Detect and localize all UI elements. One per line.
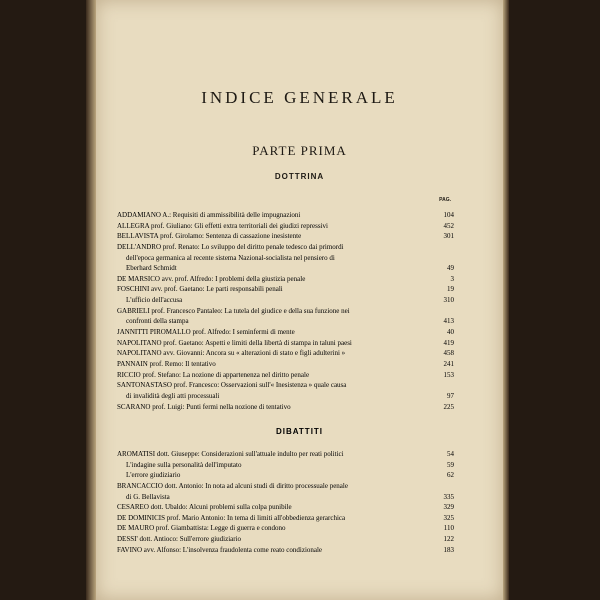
toc-entry <box>117 316 454 327</box>
section-heading-dottrina: DOTTRINA <box>274 172 325 181</box>
toc-entry <box>117 210 454 221</box>
toc-entry-text: di G. Bellavista <box>126 492 170 501</box>
toc-entry <box>117 359 454 370</box>
toc-entry-page: 54 <box>447 450 454 458</box>
toc-entry <box>117 402 454 413</box>
toc-entry <box>117 284 454 295</box>
toc-entry <box>117 502 454 513</box>
toc-entry-page: 40 <box>447 328 454 337</box>
toc-entry-text: SCARANO prof. Luigi: Punti fermi nella nozione di tentativo <box>117 402 291 411</box>
toc-entry-text: ALLEGRA prof. Giuliano: Gli effetti extra territoriali dei giudizi repressivi <box>117 221 328 230</box>
toc-dibattiti <box>117 449 454 555</box>
toc-entry-text: NAPOLITANO prof. Gaetano: Aspetti e limiti della libertà di stampa in taluni paesi <box>117 338 352 347</box>
toc-entry-text: ADDAMIANO A.: Requisiti di ammissibilità delle impugnazioni <box>117 211 301 219</box>
toc-entry-text: AROMATISI dott. Giuseppe: Considerazioni sull'attuale indulto per reati politici <box>117 450 344 458</box>
toc-entry <box>117 523 454 534</box>
toc-entry <box>117 263 454 274</box>
toc-entry-text: DELL'ANDRO prof. Renato: Lo sviluppo del diritto penale tedesco dai primordi <box>117 242 344 251</box>
toc-entry <box>117 327 454 338</box>
toc-entry-text: DE MAURO prof. Giambattista: Legge di guerra e condono <box>117 524 286 533</box>
toc-entry-page: 97 <box>447 391 454 400</box>
toc-entry-page: 452 <box>443 221 454 230</box>
toc-entry-page: 301 <box>443 232 454 241</box>
toc-entry <box>117 242 454 253</box>
toc-entry-text: L'errore giudiziario <box>126 471 181 480</box>
toc-entry-page: 183 <box>443 545 454 554</box>
toc-entry-text: DE MARSICO avv. prof. Alfredo: I problemi della giustizia penale <box>117 274 306 283</box>
toc-entry-page: 419 <box>443 338 454 347</box>
toc-entry-page: 59 <box>447 460 454 469</box>
toc-entry-page: 19 <box>447 285 454 294</box>
toc-entry <box>117 306 454 317</box>
toc-entry-text: di invalidità degli atti processuali <box>126 391 220 400</box>
toc-entry <box>117 470 454 481</box>
page-shadow-right <box>503 0 509 600</box>
page-column-label: PAG. <box>439 197 451 203</box>
toc-entry-text: dell'epoca germanica al recente sistema Nazional-socialista nel pensiero di <box>126 253 335 262</box>
toc-entry-text: confronti della stampa <box>126 317 189 326</box>
toc-entry <box>117 449 454 460</box>
toc-entry <box>117 253 454 264</box>
toc-entry <box>117 370 454 381</box>
toc-entry <box>117 460 454 471</box>
toc-entry-text: DE DOMINICIS prof. Mario Antonio: In tema di limiti all'obbedienza gerarchica <box>117 513 346 522</box>
toc-entry-page: 153 <box>443 370 454 379</box>
toc-entry-page: 458 <box>443 349 454 358</box>
page-title: INDICE GENERALE <box>201 88 398 107</box>
toc-dottrina <box>117 210 454 412</box>
toc-entry-page: 3 <box>450 274 454 283</box>
toc-entry-text: GABRIELI prof. Francesco Pantaleo: La tutela del giudice e della sua funzione nei <box>117 306 350 315</box>
toc-entry-page: 110 <box>443 524 454 533</box>
toc-entry <box>117 380 454 391</box>
toc-entry-page: 413 <box>443 317 454 326</box>
toc-entry-page: 49 <box>447 264 454 273</box>
toc-entry-text: RICCIO prof. Stefano: La nozione di appartenenza nel diritto penale <box>117 370 310 379</box>
toc-entry <box>117 534 454 545</box>
toc-entry <box>117 545 454 556</box>
toc-entry <box>117 348 454 359</box>
toc-entry-page: 241 <box>443 359 454 368</box>
toc-entry-text: L'indagine sulla personalità dell'imputato <box>126 460 242 469</box>
toc-entry-page: 104 <box>443 211 454 219</box>
toc-entry <box>117 481 454 492</box>
page-shadow-left <box>86 0 96 600</box>
toc-entry-text: PANNAIN prof. Remo: Il tentativo <box>117 359 216 368</box>
toc-entry-page: 122 <box>443 535 454 544</box>
toc-entry-text: FOSCHINI avv. prof. Gaetano: Le parti responsabili penali <box>117 285 283 294</box>
toc-entry <box>117 513 454 524</box>
toc-entry-text: L'ufficio dell'accusa <box>126 296 183 305</box>
toc-entry-text: BELLAVISTA prof. Girolamo: Sentenza di cassazione inesistente <box>117 232 302 241</box>
toc-entry-page: 310 <box>443 296 454 305</box>
toc-entry <box>117 492 454 503</box>
toc-entry <box>117 231 454 242</box>
toc-entry-page: 62 <box>447 471 454 480</box>
toc-entry <box>117 391 454 402</box>
toc-entry-text: SANTONASTASO prof. Francesco: Osservazioni sull'« Inesistenza » quale causa <box>117 381 347 390</box>
section-heading-dibattiti: DIBATTITI <box>275 427 324 436</box>
toc-entry <box>117 274 454 285</box>
toc-entry-page: 329 <box>443 503 454 512</box>
toc-entry-text: Eberhard Schmidt <box>126 264 177 273</box>
toc-entry-page: 335 <box>443 492 454 501</box>
toc-entry <box>117 295 454 306</box>
toc-entry-text: JANNITTI PIROMALLO prof. Alfredo: I seminfermi di mente <box>117 328 295 337</box>
toc-entry-page: 225 <box>443 402 454 411</box>
toc-entry-text: BRANCACCIO dott. Antonio: In nota ad alcuni studi di diritto processuale penale <box>117 481 348 490</box>
toc-entry-text: NAPOLITANO avv. Giovanni: Ancora su « alterazioni di stato e figli adulterini » <box>117 349 346 358</box>
toc-entry-text: FAVINO avv. Alfonso: L'insolvenza fraudolenta come reato condizionale <box>117 545 323 554</box>
part-heading: PARTE PRIMA <box>252 143 347 158</box>
toc-entry <box>117 338 454 349</box>
toc-entry <box>117 221 454 232</box>
toc-entry-text: CESAREO dott. Ubaldo: Alcuni problemi sulla colpa punibile <box>117 503 292 512</box>
toc-entry-text: DESSI' dott. Antioco: Sull'errore giudiziario <box>117 535 242 544</box>
toc-entry-page: 325 <box>443 513 454 522</box>
